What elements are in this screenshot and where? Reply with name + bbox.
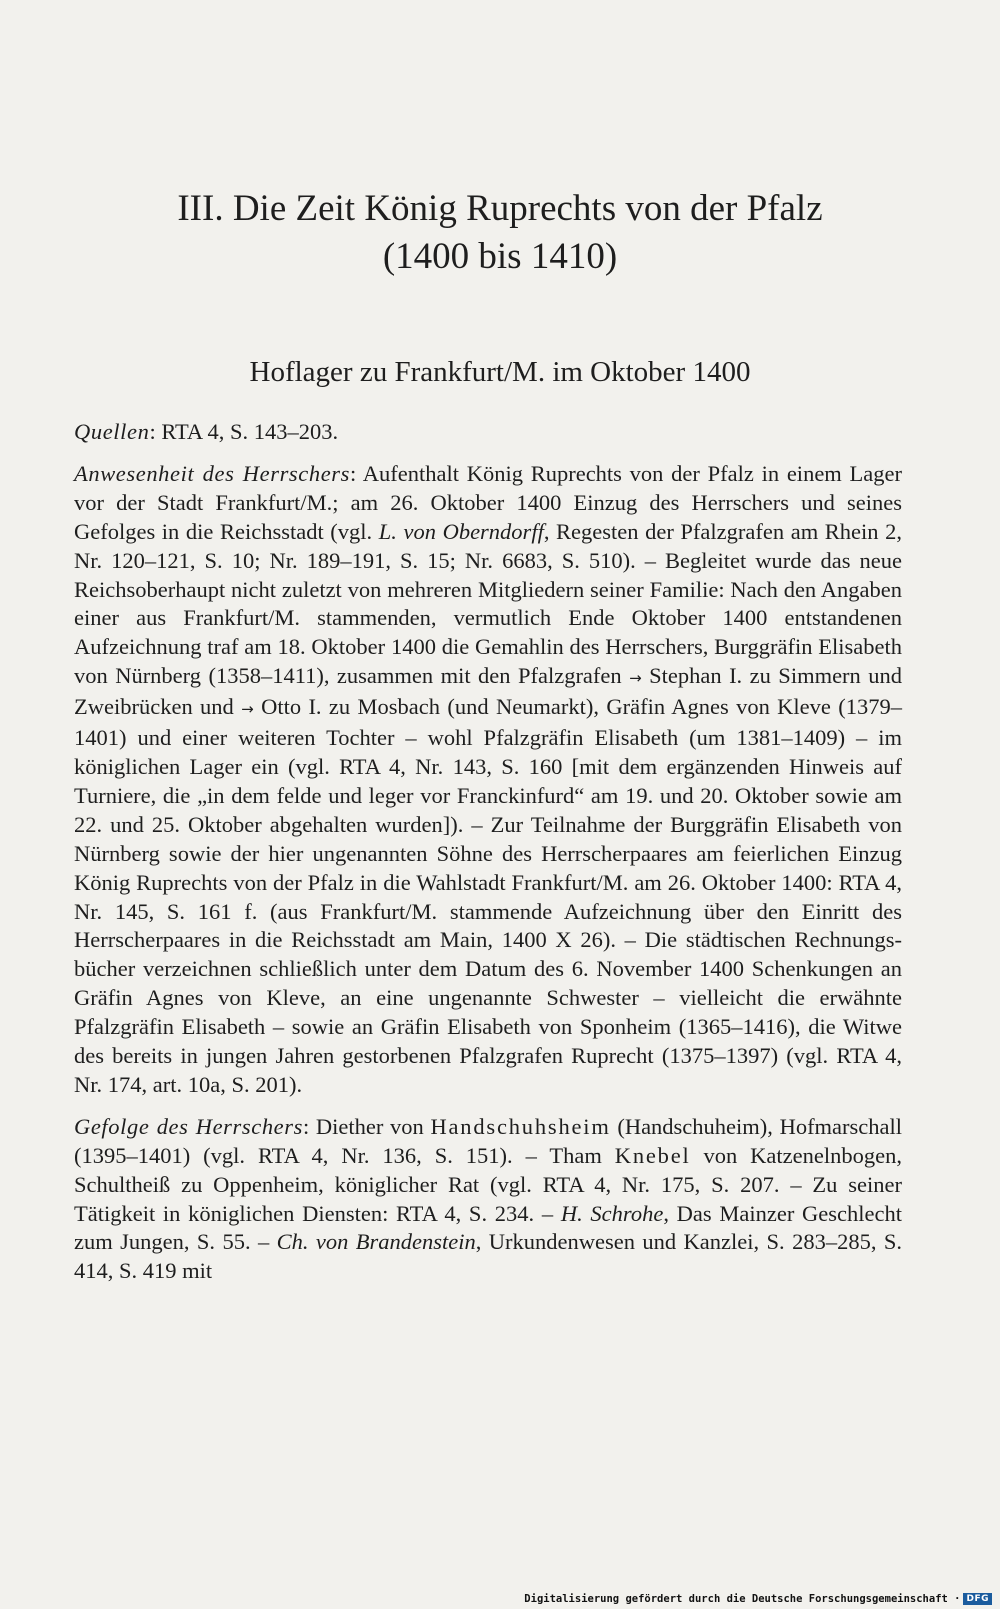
author-schrohe: H. Schrohe [560, 1200, 664, 1226]
chapter-title-line-1: III. Die Zeit König Ruprechts von der Pfalz [177, 188, 823, 229]
name-knebel: Knebel [614, 1142, 691, 1168]
paragraph-anwesenheit [74, 460, 902, 1100]
paragraph-quellen [74, 418, 902, 447]
name-handschuhsheim: Handschuhsheim [430, 1113, 611, 1139]
anwesenheit-label: Anwesenheit des Herrschers [74, 460, 351, 486]
gefolge-text-3: von Katzenelnbogen, Schultheiß zu Oppenheim, königlicher Rat (vgl. RTA 4, Nr. 175, S. 207. – Zu seiner Tätigkeit in königlichen Diensten: RTA 4, S. 234. – [74, 1142, 902, 1226]
section-title: Hoflager zu Frankfurt/M. im Oktober 1400 [249, 356, 751, 388]
quellen-label: Quellen [74, 419, 150, 444]
dfg-logo-icon: DFG [963, 1593, 992, 1605]
digitization-footer [524, 1593, 992, 1605]
body-text [74, 418, 902, 1286]
author-oberndorff: L. von Oberndorff [378, 518, 544, 544]
gefolge-text-4: , Das Mainzer Geschlecht zum Jungen, S. 55. – [74, 1200, 902, 1255]
chapter-title [0, 185, 1000, 281]
gefolge-text-1: : Diether von [303, 1113, 431, 1139]
author-brandenstein: Ch. von Brandenstein [276, 1229, 476, 1255]
gefolge-label: Gefolge des Herrschers [74, 1113, 303, 1139]
cross-reference-arrow-icon: → [241, 700, 254, 719]
footer-text: Digitalisierung gefördert durch die Deutsche Forschungsgemeinschaft · [524, 1593, 961, 1605]
cross-reference-arrow-icon: → [629, 669, 642, 688]
chapter-title-line-2: (1400 bis 1410) [382, 236, 618, 277]
anwesenheit-text-1: : Aufenthalt König Ruprechts von der Pfalz in einem Lager vor der Stadt Frankfurt/M.; am 26. Oktober 1400 Einzug des Herrschers und seines Gefolges in die Reichsstadt (vgl. [74, 460, 902, 544]
anwesenheit-text-2: , Regesten der Pfalzgrafen am Rhein 2, Nr. 120–121, S. 10; Nr. 189–191, S. 15; Nr. 6683, S. 510). – Begleitet wurde das neue Reichsoberhaupt nicht zuletzt von mehreren Mitgliedern seiner Familie: Nach den Angaben einer aus Frankfurt/M. stammenden, vermutlich Ende Oktober 1400 entstandenen Aufzeichnung traf am 18. Oktober 1400 die Gemahlin des Herrschers, Burggräfin Elisabeth von Nürnberg (1358–1411), zusammen mit den Pfalzgrafen [74, 518, 902, 689]
paragraph-gefolge [74, 1113, 902, 1286]
anwesenheit-text-4: Otto I. zu Mosbach (und Neumarkt), Gräfin Agnes von Kleve (1379–1401) und einer weiteren Tochter – wohl Pfalzgräfin Elisabeth (um 1381–1409) – im königlichen Lager ein (vgl. RTA 4, Nr. 143, S. 160 [mit dem ergänzenden Hinweis auf Turniere, die „in dem felde und leger vor Franckinfurd“ am 19. und 20. Oktober sowie am 22. und 25. Oktober abgehalten wurden]). – Zur Teilnahme der Burggräfin Elisabeth von Nürnberg sowie der hier ungenannten Söhne des Herrscherpaares am feierlichen Einzug König Ruprechts von der Pfalz in die Wahlstadt Frankfurt/M. am 26. Oktober 1400: RTA 4, Nr. 145, S. 161 f. (aus Frankfurt/M. stammende Aufzeichnung über den Einritt des Herrscherpaares in die Reichsstadt am Main, 1400 X 26). – Die städtischen Rechnungsbücher verzeichnen schließlich unter dem Datum des 6. November 1400 Schenkungen an Gräfin Agnes von Kleve, an eine ungenannte Schwester – vielleicht die erwähnte Pfalzgräfin Elisabeth – sowie an Gräfin Elisabeth von Sponheim (1365–1416), die Witwe des bereits in jungen Jahren gestorbenen Pfalzgrafen Ruprecht (1375–1397) (vgl. RTA 4, Nr. 174, art. 10a, S. 201). [74, 694, 902, 1097]
anwesenheit-text-3: Stephan I. zu Simmern und Zweibrücken und [74, 663, 902, 720]
gefolge-text-2: (Handschuheim), Hofmarschall (1395–1401) (vgl. RTA 4, Nr. 136, S. 151). – Tham [74, 1113, 903, 1168]
gefolge-text-5: , Urkundenwesen und Kanzlei, S. 283–285, S. 414, S. 419 mit [74, 1229, 902, 1284]
quellen-text: : RTA 4, S. 143–203. [149, 419, 339, 444]
